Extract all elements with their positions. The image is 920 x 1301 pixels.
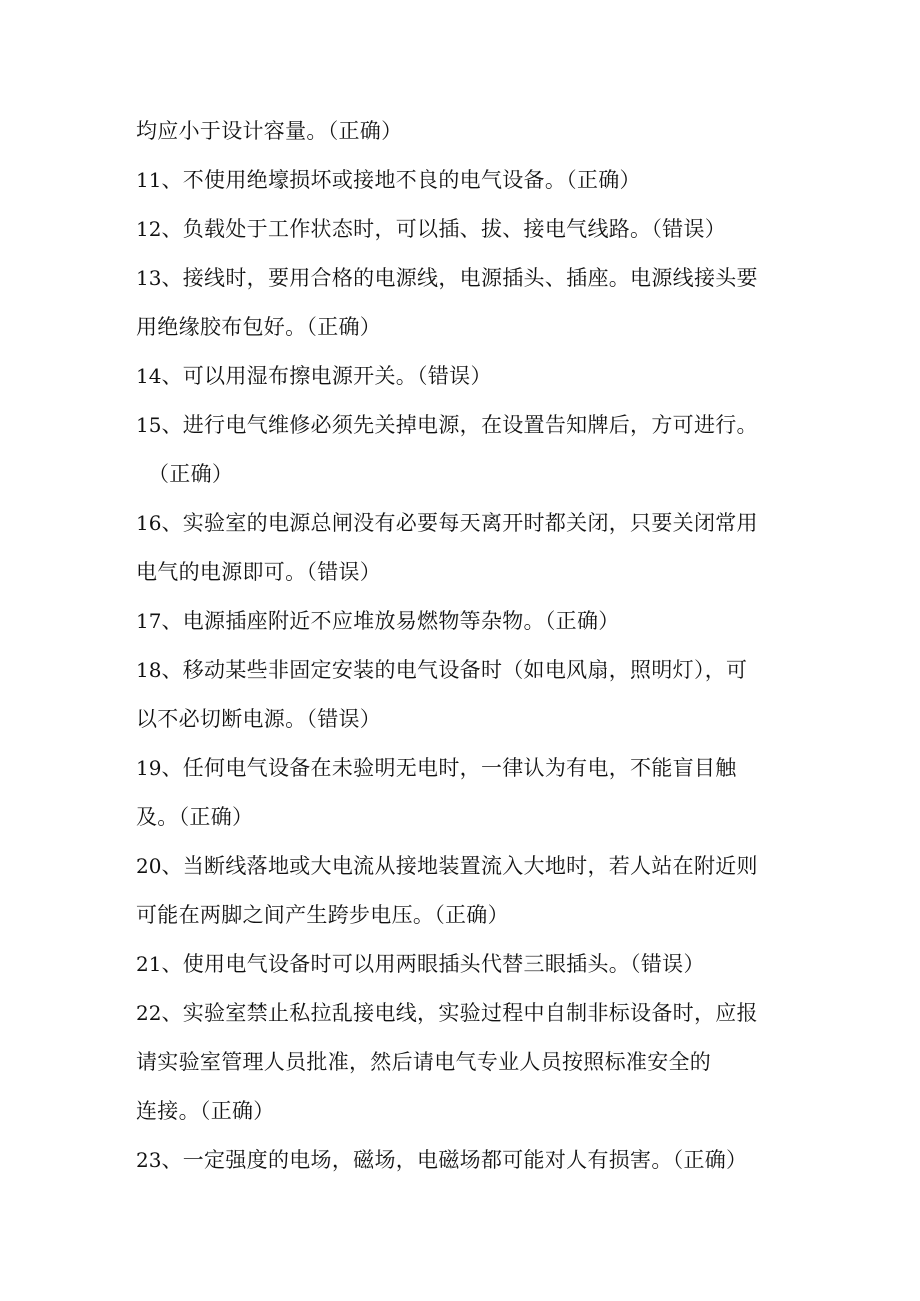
item-number: 17 [136,609,162,633]
line-text: 、使用电气设备时可以用两眼插头代替三眼插头。（错误） [161,952,705,976]
text-line [136,999,758,1027]
text-line [136,705,381,733]
item-number: 14 [136,364,162,388]
item-number: 21 [136,952,162,976]
text-line [136,607,620,635]
text-line [136,411,758,439]
text-line [136,117,402,145]
item-number: 18 [136,658,162,682]
item-number: 13 [136,266,162,290]
item-number: 16 [136,511,162,535]
line-text: 、可以用湿布擦电源开关。（错误） [161,364,492,388]
text-line [136,656,747,684]
line-text: 、负载处于工作状态时，可以插、拔、接电气线路。（错误） [161,217,727,241]
line-text: 连接。（正确） [136,1099,275,1123]
item-number: 12 [136,217,162,241]
line-text: 、电源插座附近不应堆放易燃物等杂物。（正确） [161,609,620,633]
line-text: 电气的电源即可。（错误） [136,560,382,584]
text-line [136,754,737,782]
line-text: 可能在两脚之间产生跨步电压。（正确） [136,903,509,927]
line-text: 、当断线落地或大电流从接地装置流入大地时，若人站在附近则 [161,854,758,878]
item-number: 22 [136,1001,162,1025]
line-text: 及。（正确） [136,805,254,829]
item-number: 11 [136,168,162,192]
text-line [148,460,233,488]
text-line [136,1048,711,1076]
line-text: 以不必切断电源。（错误） [136,707,382,731]
line-text: 、实验室的电源总闸没有必要每天离开时都关闭，只要关闭常用 [161,511,758,535]
line-text: 、接线时，要用合格的电源线，电源插头、插座。电源线接头要 [161,266,758,290]
line-text: （正确） [148,462,234,486]
text-line [136,313,381,341]
text-line [136,215,726,243]
text-line [136,950,705,978]
line-text: 、进行电气维修必须先关掉电源，在设置告知牌后，方可进行。 [161,413,758,437]
line-text: 用绝缘胶布包好。（正确） [136,315,382,339]
text-line [136,509,758,537]
text-line [136,1146,747,1174]
text-line [136,803,253,831]
item-number: 20 [136,854,162,878]
text-line [136,852,758,880]
item-number: 23 [136,1148,162,1172]
line-text: 、移动某些非固定安装的电气设备时（如电风扇，照明灯），可 [161,658,748,682]
line-text: 、不使用绝壕损坏或接地不良的电气设备。（正确） [161,168,641,192]
line-text: 、一定强度的电场，磁场，电磁场都可能对人有损害。（正确） [161,1148,748,1172]
text-line [136,362,492,390]
line-text: 、任何电气设备在未验明无电时，一律认为有电，不能盲目触 [161,756,737,780]
line-text: 均应小于设计容量。（正确） [136,119,403,143]
item-number: 15 [136,413,162,437]
item-number: 19 [136,756,162,780]
text-line [136,901,509,929]
line-text: 请实验室管理人员批准，然后请电气专业人员按照标准安全的 [136,1050,712,1074]
line-text: 、实验室禁止私拉乱接电线，实验过程中自制非标设备时，应报 [161,1001,758,1025]
text-line [136,166,641,194]
text-line [136,558,381,586]
text-line [136,264,758,292]
text-line [136,1097,275,1125]
